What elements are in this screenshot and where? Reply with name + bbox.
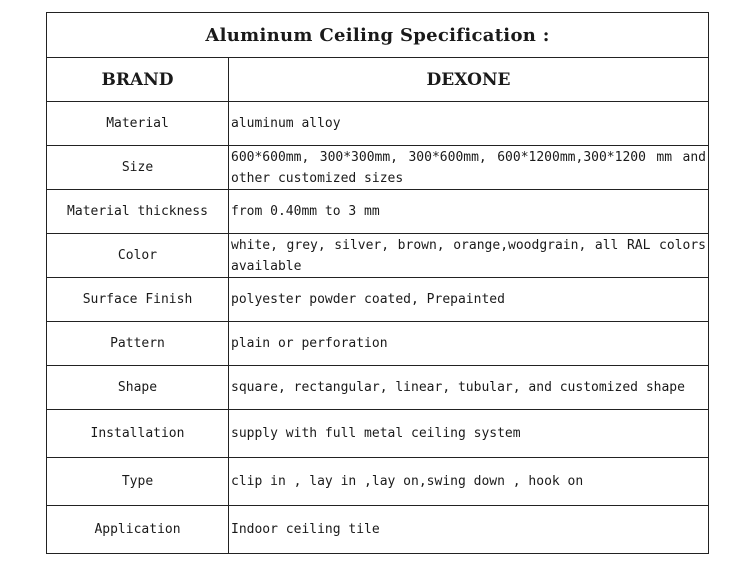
- table-row-size: [47, 146, 709, 190]
- brand-header: BRAND: [47, 58, 229, 102]
- row-label: Installation: [47, 410, 229, 458]
- row-value-text: clip in , lay in ,lay on,swing down , hook on: [231, 474, 584, 489]
- row-value: [229, 190, 709, 234]
- table-row-application: [47, 506, 709, 554]
- table-row-surface-finish: [47, 278, 709, 322]
- brand-value-header: DEXONE: [229, 58, 709, 102]
- title-row: [47, 13, 709, 58]
- table-row-color: [47, 234, 709, 278]
- row-label: Surface Finish: [47, 278, 229, 322]
- row-value-text: square, rectangular, linear, tubular, and customized shape: [231, 380, 685, 395]
- table-row-pattern: [47, 322, 709, 366]
- row-value: [229, 506, 709, 554]
- table-row-material-thickness: [47, 190, 709, 234]
- row-value-text: 600*600mm, 300*300mm, 300*600mm, 600*1200mm,300*1200 mm and other customized sizes: [231, 149, 707, 186]
- row-label: Type: [47, 458, 229, 506]
- row-label: Color: [47, 234, 229, 278]
- row-value-text: polyester powder coated, Prepainted: [231, 292, 505, 307]
- row-label: Pattern: [47, 322, 229, 366]
- table-row-material: [47, 102, 709, 146]
- row-value: [229, 366, 709, 410]
- row-label: Size: [47, 146, 229, 190]
- row-value: [229, 458, 709, 506]
- row-value-text: white, grey, silver, brown, orange,woodgrain, all RAL colors available: [231, 237, 707, 274]
- table-row-installation: [47, 410, 709, 458]
- row-value: [229, 234, 709, 278]
- specification-table: [46, 12, 709, 554]
- row-value-text: Indoor ceiling tile: [231, 522, 380, 537]
- table-title: Aluminum Ceiling Specification :: [47, 13, 709, 58]
- row-value: [229, 278, 709, 322]
- row-value: [229, 410, 709, 458]
- row-label: Shape: [47, 366, 229, 410]
- row-label: Material: [47, 102, 229, 146]
- row-label: Application: [47, 506, 229, 554]
- row-value: [229, 322, 709, 366]
- row-value-text: plain or perforation: [231, 336, 388, 351]
- row-value: [229, 146, 709, 190]
- table-row-shape: [47, 366, 709, 410]
- header-row: [47, 58, 709, 102]
- row-value-text: supply with full metal ceiling system: [231, 426, 521, 441]
- row-value-text: from 0.40mm to 3 mm: [231, 204, 380, 219]
- table-row-type: [47, 458, 709, 506]
- row-label: Material thickness: [47, 190, 229, 234]
- row-value: [229, 102, 709, 146]
- row-value-text: aluminum alloy: [231, 116, 341, 131]
